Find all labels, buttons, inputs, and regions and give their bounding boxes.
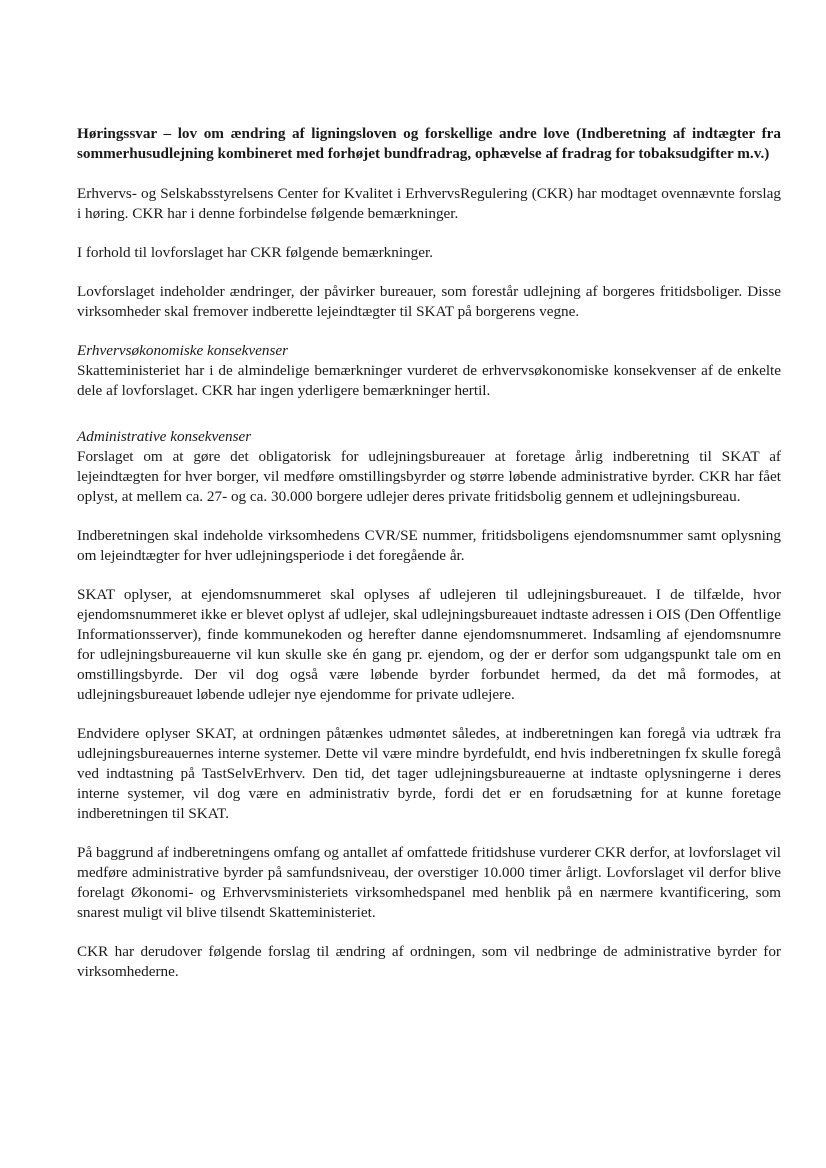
document-page: [77, 124, 781, 1001]
paragraph-assessment: På baggrund af indberetningens omfang og antallet af omfattede fritidshuse vurderer CKR derfor, at lovforslaget vil medføre administrative byrder på samfundsniveau, der overstiger 10.000 timer årligt. Lovforslaget vil derfor blive forelagt Økonomi- og Erhvervsministeriets virksomhedspanel med henblik på en nærmere kvantificering, som snarest muligt vil blive tilsendt Skatteministeriet.: [77, 844, 781, 921]
document-title: Høringssvar – lov om ændring af ligningsloven og forskellige andre love (Indberetning af indtægter fra sommerhusudlejning kombineret med forhøjet bundfradrag, ophævelse af fradrag for tobaksudgifter m.v.): [77, 125, 781, 162]
section-body-administrative: Forslaget om at gøre det obligatorisk for udlejningsbureauer at foretage årlig indberetning til SKAT af lejeindtægten for hver borger, vil medføre omstillingsbyrder og større løbende administrative byrder. CKR har fået oplyst, at mellem ca. 27- og ca. 30.000 borgere udlejer deres private fritidsbolig gennem et udlejningsbureau.: [77, 448, 781, 505]
section-heading-economic: Erhvervsøkonomiske konsekvenser: [77, 342, 289, 359]
paragraph-property-number: SKAT oplyser, at ejendomsnummeret skal oplyses af udlejeren til udlejningsbureauet. I de tilfælde, hvor ejendomsnummeret ikke er blevet oplyst af udlejer, skal udlejningsbureauet indtaste adressen i OIS (Den Offentlige Informationsserver), finde kommunekoden og herefter danne ejendomsnummeret. Indsamling af ejendomsnumre for udlejningsbureauerne vil kun skulle ske én gang pr. ejendom, og der er derfor som udgangspunkt tale om en omstillingsbyrde. Der vil dog også være løbende byrder forbundet hermed, da det må formodes, at udlejningsbureauet løbende udlejer nye ejendomme for private udlejere.: [77, 586, 781, 703]
paragraph-remarks: I forhold til lovforslaget har CKR følgende bemærkninger.: [77, 244, 433, 261]
section-body-economic: Skatteministeriet har i de almindelige bemærkninger vurderet de erhvervsøkonomiske konsekvenser af de enkelte dele af lovforslaget. CKR har ingen yderligere bemærkninger hertil.: [77, 362, 781, 399]
section-heading-administrative: Administrative konsekvenser: [77, 428, 252, 445]
paragraph-reporting-content: Indberetningen skal indeholde virksomhedens CVR/SE nummer, fritidsboligens ejendomsnummer samt oplysning om lejeindtægter for hver udlejningsperiode i det foregående år.: [77, 527, 781, 564]
paragraph-internal-systems: Endvidere oplyser SKAT, at ordningen påtænkes udmøntet således, at indberetningen kan foregå via udtræk fra udlejningsbureauernes interne systemer. Dette vil være mindre byrdefuldt, end hvis indberetningen fx skulle foregå ved indtastning på TastSelvErhverv. Den tid, det tager udlejningsbureauerne at indtaste oplysningerne i deres interne systemer, vil dog være en administrativ byrde, fordi det er en forudsætning for at kunne foretage indberetningen til SKAT.: [77, 725, 781, 822]
paragraph-proposal: CKR har derudover følgende forslag til ændring af ordningen, som vil nedbringe de administrative byrder for virksomhederne.: [77, 943, 781, 980]
paragraph-intro: Erhvervs- og Selskabsstyrelsens Center for Kvalitet i ErhvervsRegulering (CKR) har modtaget ovennævnte forslag i høring. CKR har i denne forbindelse følgende bemærkninger.: [77, 185, 781, 222]
paragraph-bureaus: Lovforslaget indeholder ændringer, der påvirker bureauer, som forestår udlejning af borgeres fritidsboliger. Disse virksomheder skal fremover indberette lejeindtægter til SKAT på borgerens vegne.: [77, 283, 781, 320]
